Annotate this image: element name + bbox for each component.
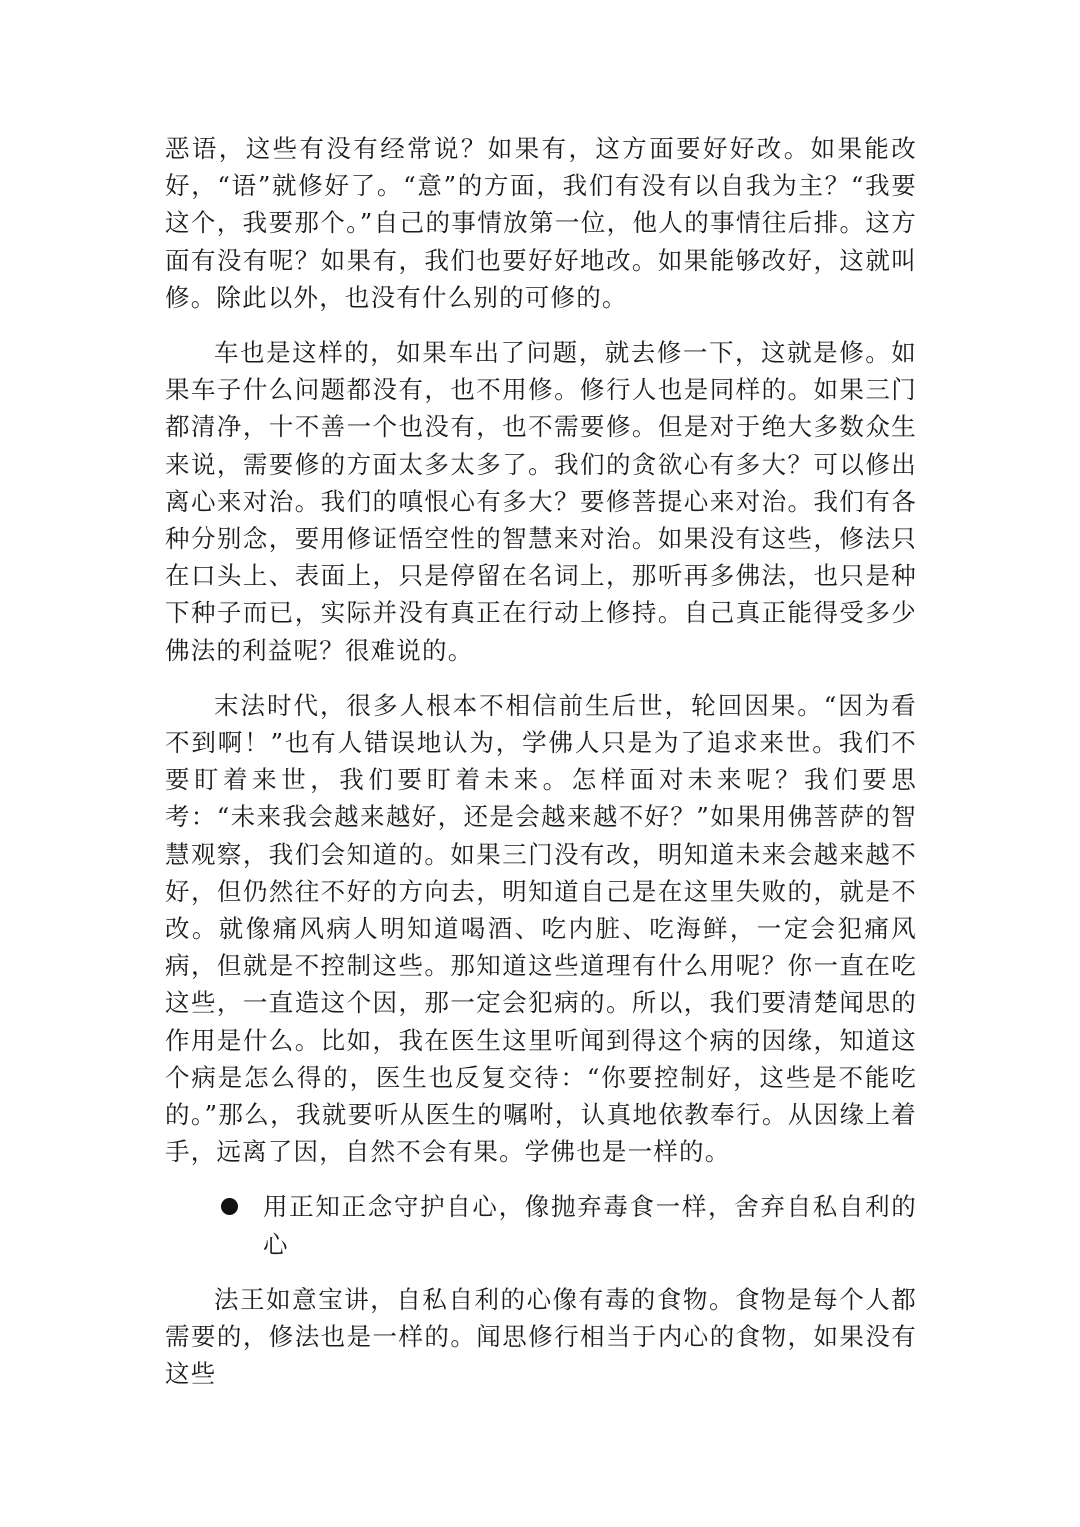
document-body [165, 130, 917, 1411]
section-heading [165, 1188, 917, 1262]
section-heading-text: 用正知正念守护自心，像抛弃毒食一样，舍弃自私自利的心 [263, 1192, 917, 1259]
paragraph-2: 车也是这样的，如果车出了问题，就去修一下，这就是修。如果车子什么问题都没有，也不用修。修行人也是同样的。如果三门都清净，十不善一个也没有，也不需要修。但是对于绝大多数众生来说，需要修的方面太多太多了。我们的贪欲心有多大？可以修出离心来对治。我们的嗔恨心有多大？要修菩提心来对治。我们有各种分别念，要用修证悟空性的智慧来对治。如果没有这些，修法只在口头上、表面上，只是停留在名词上，那听再多佛法，也只是种下种子而已，实际并没有真正在行动上修持。自己真正能得受多少佛法的利益呢？很难说的。 [165, 338, 917, 665]
paragraph-4: 法王如意宝讲，自私自利的心像有毒的食物。食物是每个人都需要的，修法也是一样的。闻思修行相当于内心的食物，如果没有这些 [165, 1284, 917, 1389]
paragraph-1: 恶语，这些有没有经常说？如果有，这方面要好好改。如果能改好，“语”就修好了。“意”的方面，我们有没有以自我为主？“我要这个，我要那个。”自己的事情放第一位，他人的事情往后排。这方面有没有呢？如果有，我们也要好好地改。如果能够改好，这就叫修。除此以外，也没有什么别的可修的。 [165, 134, 917, 312]
paragraph-3: 末法时代，很多人根本不相信前生后世，轮回因果。“因为看不到啊！”也有人错误地认为，学佛人只是为了追求来世。我们不要盯着来世，我们要盯着未来。怎样面对未来呢？我们要思考：“未来我会越来越好，还是会越来越不好？”如果用佛菩萨的智慧观察，我们会知道的。如果三门没有改，明知道未来会越来越不好，但仍然往不好的方向去，明知道自己是在这里失败的，就是不改。就像痛风病人明知道喝酒、吃内脏、吃海鲜，一定会犯痛风病，但就是不控制这些。那知道这些道理有什么用呢？你一直在吃这些，一直造这个因，那一定会犯病的。所以，我们要清楚闻思的作用是什么。比如，我在医生这里听闻到得这个病的因缘，知道这个病是怎么得的，医生也反复交待：“你要控制好，这些是不能吃的。”那么，我就要听从医生的嘱咐，认真地依教奉行。从因缘上着手，远离了因，自然不会有果。学佛也是一样的。 [165, 690, 917, 1167]
